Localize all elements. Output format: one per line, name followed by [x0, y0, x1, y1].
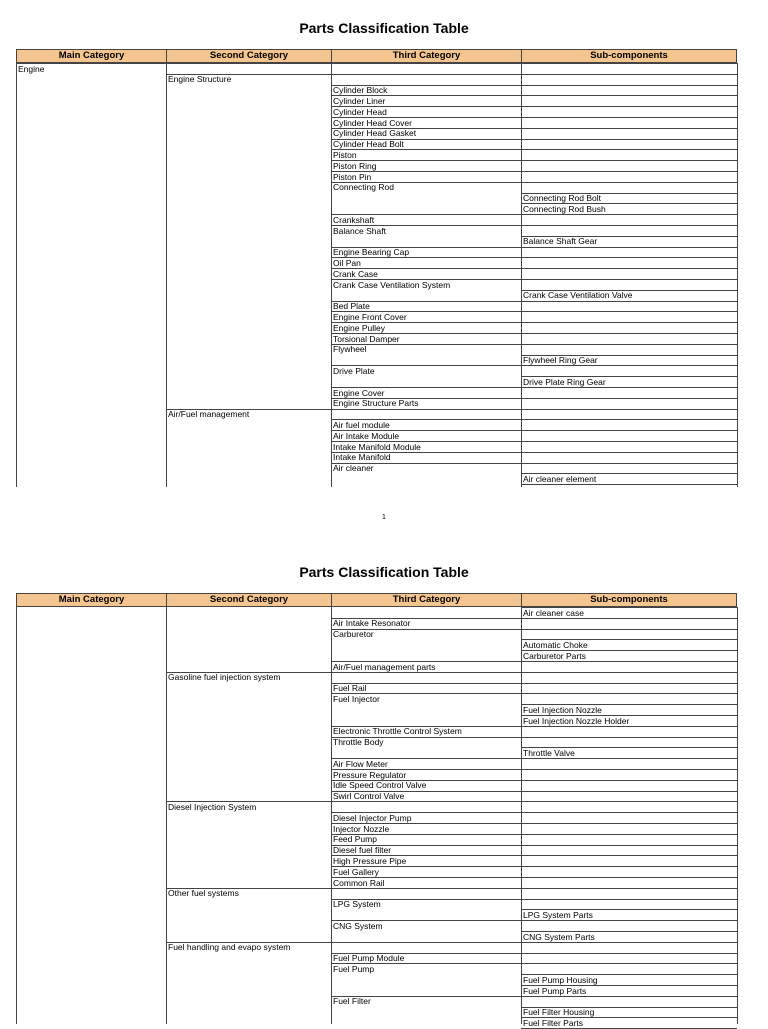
third-category-cell: Engine Pulley [333, 322, 385, 333]
page-title: Parts Classification Table [299, 564, 469, 580]
row-divider [16, 63, 737, 64]
third-category-cell: Air Intake Resonator [333, 618, 411, 629]
third-category-cell: Balance Shaft [333, 225, 386, 236]
row-divider [331, 106, 737, 107]
column-divider [166, 63, 167, 487]
row-divider [331, 301, 737, 302]
third-category-cell: Swirl Control Valve [333, 791, 405, 802]
third-category-cell: Fuel Injector [333, 693, 380, 704]
third-category-cell: Intake Manifold [333, 452, 391, 463]
third-category-cell: Bed Plate [333, 301, 370, 312]
sub-component-cell: Carburetor Parts [523, 650, 586, 661]
sub-component-cell: Connecting Rod Bolt [523, 193, 601, 204]
third-category-cell: Idle Speed Control Valve [333, 780, 427, 791]
third-category-cell: Engine Structure Parts [333, 398, 419, 409]
third-category-cell: Engine Cover [333, 387, 385, 398]
row-divider [331, 463, 737, 464]
sub-component-cell: Balance Shaft Gear [523, 236, 598, 247]
sub-component-cell: Fuel Injection Nozzle [523, 704, 602, 715]
third-category-cell: Flywheel [333, 344, 367, 355]
column-divider [331, 607, 332, 1024]
third-category-cell: Pressure Regulator [333, 769, 407, 780]
third-category-cell: Cylinder Head Cover [333, 117, 412, 128]
header-second-category: Second Category [167, 594, 332, 606]
header-main-category: Main Category [17, 594, 167, 606]
main-category-cell: Engine [18, 63, 45, 74]
third-category-cell: Diesel fuel filter [333, 845, 392, 856]
row-divider [331, 95, 737, 96]
sub-component-cell: LPG System Parts [523, 909, 593, 920]
third-category-cell: Cylinder Head [333, 106, 387, 117]
third-category-cell: Feed Pump [333, 834, 377, 845]
third-category-cell: Fuel Gallery [333, 866, 379, 877]
sub-component-cell: Throttle Valve [523, 747, 575, 758]
column-divider [737, 63, 738, 487]
third-category-cell: Common Rail [333, 877, 385, 888]
third-category-cell: Crank Case [333, 268, 378, 279]
third-category-cell: Drive Plate [333, 365, 375, 376]
third-category-cell: Cylinder Head Gasket [333, 128, 417, 139]
sub-component-cell: Fuel Pump Parts [523, 985, 587, 996]
row-divider [331, 452, 737, 453]
sub-component-cell: Connecting Rod Bush [523, 203, 606, 214]
third-category-cell: Air Intake Module [333, 430, 400, 441]
column-divider [16, 63, 17, 487]
third-category-cell: Fuel Pump Module [333, 953, 405, 964]
second-category-cell: Diesel Injection System [168, 801, 257, 812]
row-divider [331, 963, 737, 964]
page-title: Parts Classification Table [299, 20, 469, 36]
row-divider [331, 171, 737, 172]
third-category-cell: Diesel Injector Pump [333, 812, 412, 823]
row-divider [331, 344, 737, 345]
header-third-category: Third Category [332, 594, 522, 606]
row-divider [331, 866, 737, 867]
sub-component-cell: CNG System Parts [523, 931, 595, 942]
row-divider [521, 484, 737, 485]
second-category-cell: Fuel handling and evapo system [168, 942, 291, 953]
row-divider [331, 845, 737, 846]
column-divider [331, 63, 332, 487]
sub-component-cell: Air cleaner element [523, 473, 597, 484]
column-divider [521, 607, 522, 1024]
column-divider [166, 607, 167, 1024]
third-category-cell: Intake Manifold Module [333, 441, 421, 452]
row-divider [331, 629, 737, 630]
sub-component-cell: Fuel Filter Housing [523, 1007, 595, 1018]
third-category-cell: Air cleaner [333, 463, 374, 474]
sub-component-cell: Fuel Filter Parts [523, 1017, 583, 1028]
third-category-cell: Piston Ring [333, 160, 377, 171]
table-header [16, 593, 737, 607]
column-divider [16, 607, 17, 1024]
row-divider [331, 322, 737, 323]
third-category-cell: Cylinder Liner [333, 95, 386, 106]
third-category-cell: Cylinder Head Bolt [333, 139, 404, 150]
third-category-cell: Oil Pan [333, 257, 361, 268]
third-category-cell: Piston Pin [333, 171, 372, 182]
row-divider [331, 225, 737, 226]
third-category-cell: Engine Front Cover [333, 311, 407, 322]
third-category-cell: Air Flow Meter [333, 758, 388, 769]
third-category-cell: Cylinder Block [333, 85, 388, 96]
third-category-cell: Throttle Body [333, 737, 384, 748]
row-divider [331, 996, 737, 997]
row-divider [331, 877, 737, 878]
row-divider [331, 737, 737, 738]
header-sub-components: Sub-components [590, 594, 668, 605]
third-category-cell: Piston [333, 149, 357, 160]
sub-component-cell: Crank Case Ventilation Valve [523, 290, 633, 301]
row-divider [331, 758, 737, 759]
row-divider [166, 888, 737, 889]
header-third-category: Third Category [332, 50, 522, 62]
row-divider [331, 823, 737, 824]
row-divider [331, 214, 737, 215]
row-divider [331, 920, 737, 921]
third-category-cell: Fuel Pump [333, 963, 375, 974]
row-divider [331, 834, 737, 835]
third-category-cell: Engine Bearing Cap [333, 247, 410, 258]
second-category-cell: Air/Fuel management [168, 409, 250, 420]
second-category-cell: Other fuel systems [168, 888, 239, 899]
third-category-cell: Carburetor [333, 629, 374, 640]
sub-component-cell: Flywheel Ring Gear [523, 355, 598, 366]
third-category-cell: CNG System [333, 920, 383, 931]
sub-component-cell: Fuel Injection Nozzle Holder [523, 715, 630, 726]
page-number: 1 [382, 514, 386, 521]
second-category-cell: Engine Structure [168, 74, 232, 85]
third-category-cell: Fuel Filter [333, 996, 371, 1007]
row-divider [331, 693, 737, 694]
column-divider [737, 607, 738, 1024]
row-divider [331, 85, 737, 86]
third-category-cell: Injector Nozzle [333, 823, 390, 834]
third-category-cell: High Pressure Pipe [333, 855, 407, 866]
row-divider [331, 160, 737, 161]
third-category-cell: Air fuel module [333, 419, 390, 430]
third-category-cell: Fuel Rail [333, 683, 367, 694]
column-divider [521, 63, 522, 487]
sub-component-cell: Air cleaner case [523, 607, 584, 618]
third-category-cell: Connecting Rod [333, 182, 394, 193]
sub-component-cell: Automatic Choke [523, 639, 588, 650]
row-divider [166, 409, 737, 410]
row-divider [331, 257, 737, 258]
sub-component-cell: Drive Plate Ring Gear [523, 376, 606, 387]
header-sub-components: Sub-components [590, 50, 668, 61]
third-category-cell: Torsional Damper [333, 333, 400, 344]
sub-component-cell: Fuel Pump Housing [523, 974, 598, 985]
page-2 [0, 545, 768, 1028]
row-divider [331, 899, 737, 900]
row-divider [166, 74, 737, 75]
third-category-cell: Air/Fuel management parts [333, 661, 436, 672]
row-divider [331, 387, 737, 388]
third-category-cell: Crank Case Ventilation System [333, 279, 451, 290]
row-divider [331, 419, 737, 420]
row-divider [331, 365, 737, 366]
row-divider [331, 149, 737, 150]
header-main-category: Main Category [17, 50, 167, 62]
third-category-cell: LPG System [333, 899, 381, 910]
table-header [16, 49, 737, 63]
header-second-category: Second Category [167, 50, 332, 62]
row-divider [331, 268, 737, 269]
third-category-cell: Crankshaft [333, 214, 375, 225]
second-category-cell: Gasoline fuel injection system [168, 672, 281, 683]
row-divider [331, 683, 737, 684]
third-category-cell: Electronic Throttle Control System [333, 726, 462, 737]
